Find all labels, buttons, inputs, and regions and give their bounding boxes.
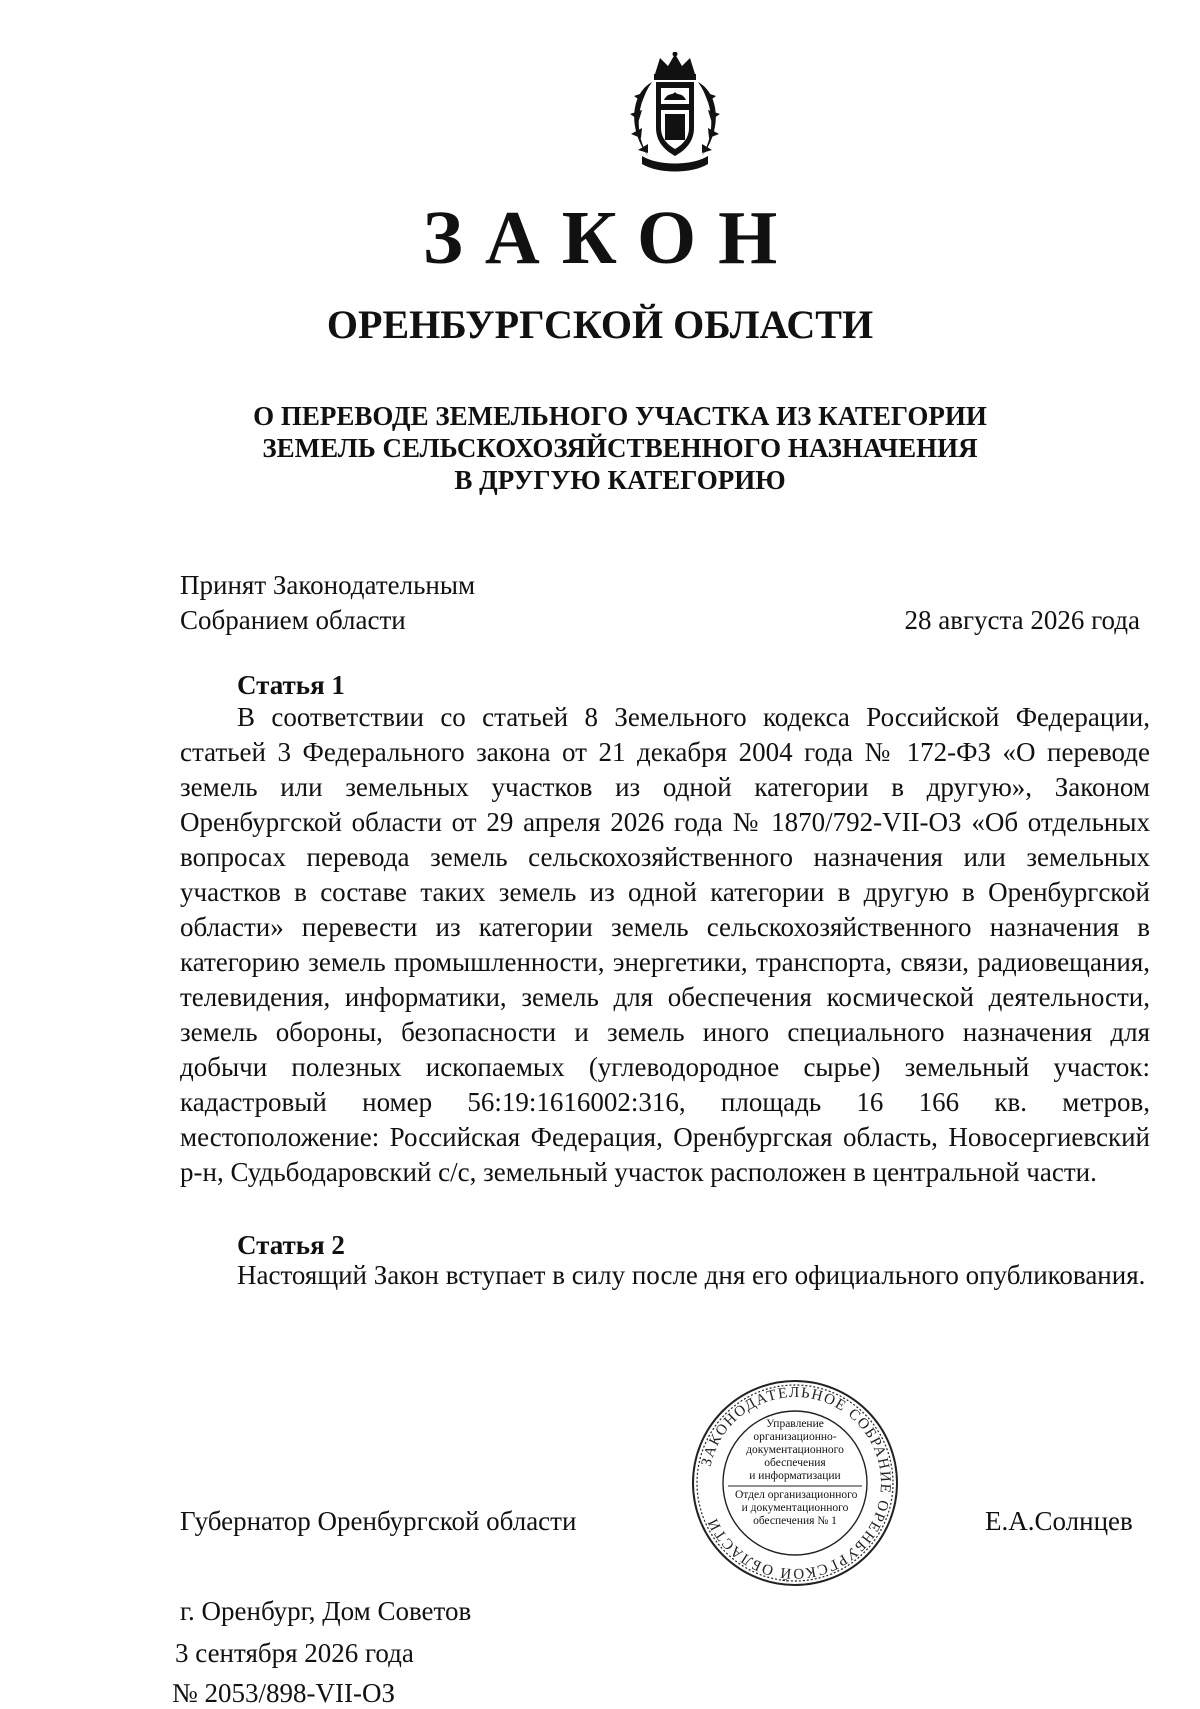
seal-line: Отдел организационного xyxy=(735,1489,858,1501)
subject-line: В ДРУГУЮ КАТЕГОРИЮ xyxy=(454,465,786,495)
seal-ring-text: ЗАКОНОДАТЕЛЬНОЕ СОБРАНИЕ ОРЕНБУРГСКОЙ ОБЛАСТИ xyxy=(698,1384,894,1582)
region-title: ОРЕНБУРГСКОЙ ОБЛАСТИ xyxy=(326,302,874,347)
article-1-text: В соответствии со статьей 8 Земельного кодекса Российской Федерации, статьей 3 Федерального закона от 21 декабря 2004 года № 172-ФЗ «О переводе земель или земельных участков из одной категории в другую», Законом Оренбургской области от 29 апреля 2026 года № 1870/792-VII-ОЗ «Об отдельных вопросах перевода земель сельскохозяйственного назначения или земельных участков в составе таких земель из одной категории в другую в Оренбургской области» перевести из категории земель сельскохозяйственного назначения в категорию земель промышленности, энергетики, транспорта, связи, радиовещания, телевидения, информатики, земель для обеспечения космической деятельности, земель обороны, безопасности и земель иного специального назначения для добычи полезных ископаемых (углеводородное сырье) земельный участок: кадастровый номер 56:19:1616002:316, площадь 16 166 кв. метров, местоположение: Российская Федерация, Оренбургская область, Новосергиевский р-н, Судьбодаровский с/с, земельный участок расположен в центральной части. xyxy=(180,702,1150,1187)
law-title: ЗАКОН xyxy=(422,196,800,280)
article-2-heading: Статья 2 xyxy=(237,1230,345,1260)
subject-line: О ПЕРЕВОДЕ ЗЕМЕЛЬНОГО УЧАСТКА ИЗ КАТЕГОРИИ xyxy=(253,401,987,431)
signer-name: Е.А.Солнцев xyxy=(985,1506,1133,1536)
subject-line: ЗЕМЕЛЬ СЕЛЬСКОХОЗЯЙСТВЕННОГО НАЗНАЧЕНИЯ xyxy=(262,433,978,463)
law-number: № 2053/898-VII-ОЗ xyxy=(172,1678,396,1708)
seal-line: обеспечения xyxy=(764,1457,826,1469)
seal-inner-text xyxy=(735,1418,858,1528)
adoption-line: Собранием области xyxy=(180,605,406,635)
seal-line: и информатизации xyxy=(749,1470,841,1482)
article-2-text: Настоящий Закон вступает в силу после дня его официального опубликования. xyxy=(237,1260,1146,1290)
law-subject xyxy=(180,400,1060,496)
adoption-line: Принят Законодательным xyxy=(180,570,476,600)
seal-line: Управление xyxy=(766,1418,824,1430)
seal-line: обеспечения № 1 xyxy=(753,1515,837,1527)
seal-line: документационного xyxy=(746,1444,844,1456)
adoption-date: 28 августа 2026 года xyxy=(904,605,1140,635)
signing-date: 3 сентября 2026 года xyxy=(175,1638,414,1668)
seal-line: организационно- xyxy=(753,1431,837,1443)
signer-position: Губернатор Оренбургской области xyxy=(180,1506,577,1536)
signing-place: г. Оренбург, Дом Советов xyxy=(180,1596,472,1626)
coat-of-arms-icon xyxy=(622,52,728,174)
article-1-heading: Статья 1 xyxy=(237,670,345,700)
seal-line: и документационного xyxy=(741,1502,849,1514)
adoption-block xyxy=(180,568,1140,638)
